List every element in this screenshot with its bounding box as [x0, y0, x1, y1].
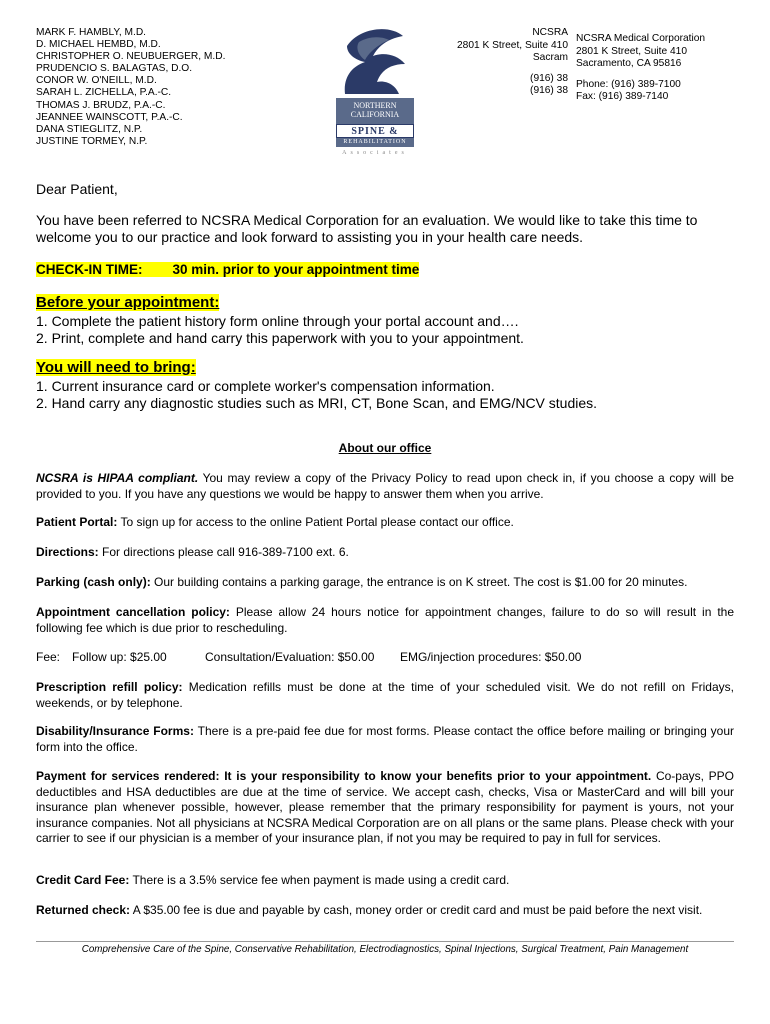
credit-card-paragraph [36, 873, 734, 889]
hipaa-text: You may review a copy of the Privacy Policy to read upon check in, if you choose a copy will be provided to you. If you have any questions we would be happy to answer them when you arrive. [36, 471, 734, 501]
footer-divider [36, 941, 734, 942]
fee-label: Fee: [36, 650, 61, 664]
parking-paragraph [36, 575, 734, 591]
staff-member: CHRISTOPHER O. NEUBUERGER, M.D. [36, 51, 226, 63]
address-underlay-line: 2801 K Street, Suite 410 [456, 39, 568, 51]
payment-paragraph [36, 769, 734, 847]
fee-consultation: Consultation/Evaluation: $50.00 [205, 650, 375, 664]
list-item: 1. Complete the patient history form online through your portal account and…. [36, 313, 519, 329]
checkin-value: 30 min. prior to your appointment time [172, 262, 420, 277]
staff-member: JUSTINE TORMEY, N.P. [36, 135, 148, 147]
refill-text: Medication refills must be done at the time of your scheduled visit. We do not refill on Fridays, weekends, or by telephone. [36, 680, 734, 710]
list-item: 1. Current insurance card or complete worker's compensation information. [36, 378, 495, 394]
checkin-label: CHECK-IN TIME: [36, 262, 143, 277]
staff-member: CONOR W. O'NEILL, M.D. [36, 75, 157, 87]
about-office-title: About our office [338, 441, 432, 455]
before-appointment-heading: Before your appointment: [36, 294, 220, 311]
need-to-bring-heading: You will need to bring: [36, 359, 196, 376]
list-item: 2. Hand carry any diagnostic studies such as MRI, CT, Bone Scan, and EMG/NCV studies. [36, 394, 598, 411]
practice-name: NCSRA Medical Corporation [576, 33, 706, 44]
address-underlay-line: NCSRA [532, 27, 568, 38]
credit-card-text: There is a 3.5% service fee when payment is made using a credit card. [129, 873, 510, 887]
staff-member: THOMAS J. BRUDZ, P.A.-C. [36, 99, 166, 111]
staff-member: MARK F. HAMBLY, M.D. [36, 27, 147, 38]
refill-paragraph [36, 680, 734, 711]
directions-label: Directions: [36, 545, 99, 559]
staff-member: JEANNEE WAINSCOTT, P.A.-C. [36, 111, 183, 123]
portal-text: To sign up for access to the online Patient Portal please contact our office. [117, 515, 514, 529]
payment-label: Payment for services rendered: It is your responsibility to know your benefits prior to your appointment. [36, 769, 652, 783]
forms-label: Disability/Insurance Forms: [36, 724, 194, 738]
logo-text-california: CALIFORNIA [350, 110, 400, 119]
logo-text-northern: NORTHERN [353, 101, 397, 110]
intro-paragraph: You have been referred to NCSRA Medical Corporation for an evaluation. We would like to take this time to welcome you to our practice and look forward to assisting you in your health care needs. [36, 212, 698, 245]
returned-check-text: A $35.00 fee is due and payable by cash, money order or credit card and must be paid before the next visit. [130, 903, 703, 917]
cancellation-text: Please allow 24 hours notice for appointment changes, failure to do so will result in the following fee which is due prior to rescheduling. [36, 605, 735, 635]
practice-street: 2801 K Street, Suite 410 [576, 45, 688, 57]
staff-list [36, 27, 225, 148]
practice-city: Sacramento, CA 95816 [576, 58, 682, 69]
address-underlay-line: (916) 38 [530, 72, 568, 84]
address-underlay-line: (916) 38 [530, 85, 568, 96]
need-to-bring-list [36, 378, 736, 411]
payment-text: Co-pays, PPO deductibles and HSA deductibles are due at the time of service. We accept cash, checks, Visa or MasterCard and will bill your insurance plan whenever possible, however, please remember that the primary responsibility for payment is yours, not your insurance companies. Not all physicians at NCSRA Medical Corporation are on all plans or the same plans. Please check with your carrier to see if our physician is a member of your insurance plan, if not you may be required to pay in full for services. [36, 769, 735, 845]
fee-schedule [36, 650, 581, 664]
list-item: 2. Print, complete and hand carry this paperwork with you to your appointment. [36, 329, 524, 346]
directions-paragraph [36, 545, 734, 561]
fee-emg: EMG/injection procedures: $50.00 [400, 650, 582, 664]
practice-phone: Phone: (916) 389-7100 [576, 78, 681, 90]
hipaa-paragraph [36, 471, 734, 502]
cancellation-paragraph [36, 605, 734, 636]
logo-band [336, 98, 414, 124]
staff-member: D. MICHAEL HEMBD, M.D. [36, 39, 161, 51]
greeting: Dear Patient, [36, 181, 118, 197]
practice-logo [333, 26, 417, 156]
spine-logo-icon [339, 26, 409, 96]
address-underlay-line: Sacram [532, 52, 568, 63]
hipaa-label: NCSRA is HIPAA compliant. [36, 471, 199, 485]
portal-paragraph [36, 515, 734, 531]
staff-member: SARAH L. ZICHELLA, P.A.-C. [36, 87, 172, 99]
credit-card-label: Credit Card Fee: [36, 873, 130, 887]
portal-label: Patient Portal: [36, 515, 118, 529]
logo-text-rehab: REHABILITATION [336, 138, 414, 147]
footer-tagline: Comprehensive Care of the Spine, Conservative Rehabilitation, Electrodiagnostics, Spinal Injections, Surgical Treatment, Pain Management [81, 944, 689, 955]
address-block-underlay [440, 27, 568, 98]
checkin-time [36, 262, 419, 277]
before-appointment-list [36, 313, 736, 346]
logo-text-associates: Associates [342, 150, 408, 156]
returned-check-paragraph [36, 903, 734, 919]
address-block [568, 27, 748, 107]
directions-text: For directions please call 916-389-7100 ext. 6. [98, 545, 349, 559]
staff-member: DANA STIEGLITZ, N.P. [36, 123, 143, 135]
parking-text: Our building contains a parking garage, the entrance is on K street. The cost is $1.00 for 20 minutes. [150, 575, 688, 589]
fee-followup: Follow up: $25.00 [72, 650, 167, 664]
forms-text: There is a pre-paid fee due for most forms. Please contact the office before mailing or bringing your form into the office. [36, 724, 734, 754]
parking-label: Parking (cash only): [36, 575, 151, 589]
logo-text-spine: SPINE & [336, 124, 414, 138]
forms-paragraph [36, 724, 734, 755]
refill-label: Prescription refill policy: [36, 680, 183, 694]
returned-check-label: Returned check: [36, 903, 131, 917]
cancellation-label: Appointment cancellation policy: [36, 605, 230, 619]
practice-fax: Fax: (916) 389-7140 [576, 91, 669, 102]
staff-member: PRUDENCIO S. BALAGTAS, D.O. [36, 63, 193, 75]
